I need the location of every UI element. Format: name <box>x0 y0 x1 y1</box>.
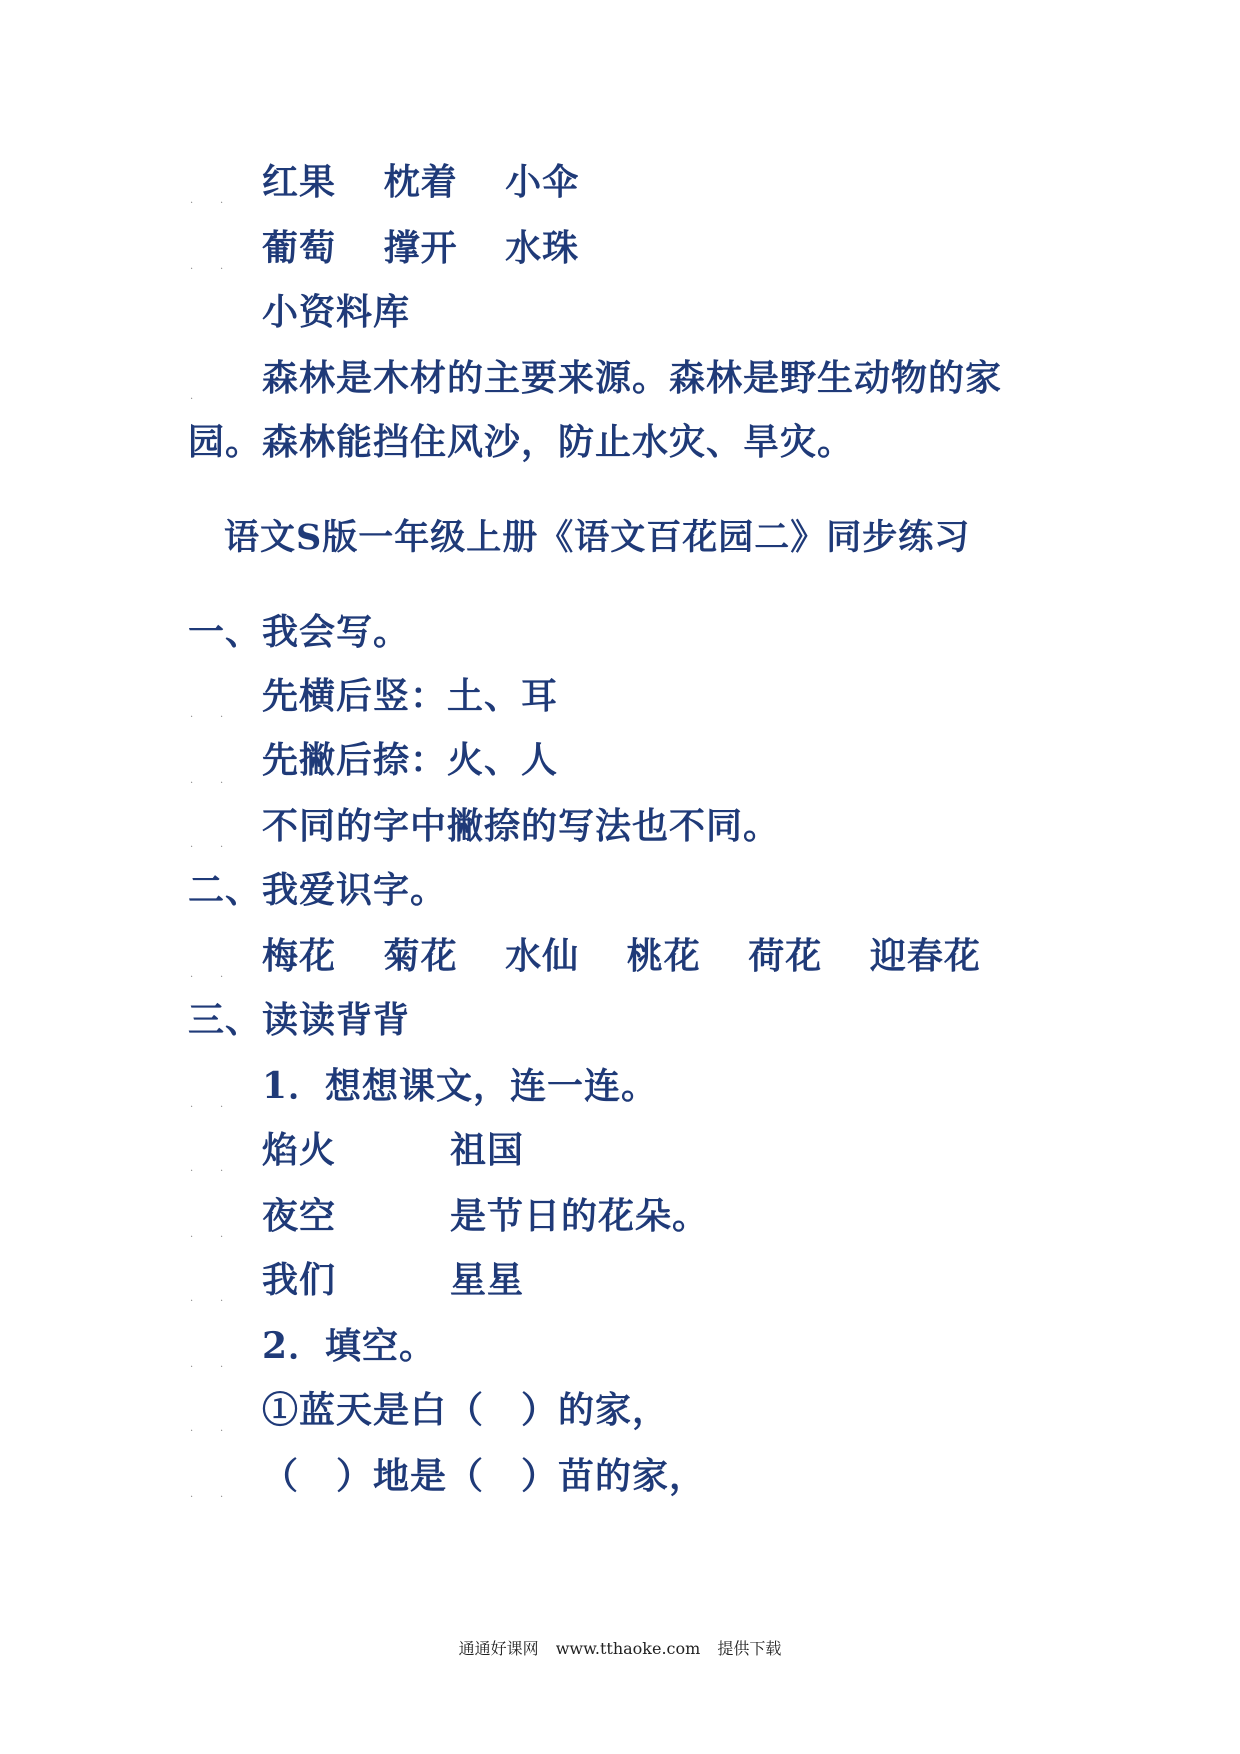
footer-site: 通通好课网 <box>458 1639 539 1658</box>
match-row-3 <box>262 1258 524 1302</box>
dot-marker: . <box>190 839 194 850</box>
dot-marker: . <box>220 261 224 272</box>
word: 水仙 <box>505 935 580 977</box>
stroke-rule-2: 先撇后捺：火、人 <box>262 739 559 781</box>
dot-marker: . <box>220 709 224 720</box>
dot-marker: . <box>190 1293 194 1304</box>
match-left: 夜空 <box>262 1195 337 1237</box>
word: 梅花 <box>262 935 337 977</box>
dot-marker: . <box>190 1489 194 1500</box>
word: 葡萄 <box>262 227 337 269</box>
dot-marker: . <box>190 1229 194 1240</box>
stroke-note: 不同的字中撇捺的写法也不同。 <box>262 805 781 847</box>
exercise-1-heading: 1．想想课文，连一连。 <box>262 1065 659 1107</box>
dot-marker: . <box>220 1489 224 1500</box>
word: 迎春花 <box>869 935 981 977</box>
dot-marker: . <box>220 1099 224 1110</box>
dot-marker: . <box>190 1099 194 1110</box>
flower-words-row <box>262 934 981 978</box>
section-heading-1: 一、我会写。 <box>188 611 411 653</box>
match-left: 焰火 <box>262 1129 337 1171</box>
word: 撑开 <box>383 227 458 269</box>
dot-marker: . <box>220 195 224 206</box>
word: 红果 <box>262 161 337 203</box>
word: 荷花 <box>748 935 823 977</box>
dot-marker: . <box>190 261 194 272</box>
word-row-1 <box>262 160 579 204</box>
match-row-1 <box>262 1128 524 1172</box>
dot-marker: . <box>220 839 224 850</box>
dot-marker: . <box>190 1163 194 1174</box>
dot-marker: . <box>220 1229 224 1240</box>
match-right: 是节日的花朵。 <box>450 1195 710 1237</box>
match-left: 我们 <box>262 1259 337 1301</box>
stroke-rule-1: 先横后竖：土、耳 <box>262 675 559 717</box>
word: 水珠 <box>505 227 580 269</box>
paragraph-line-1: 森林是木材的主要来源。森林是野生动物的家 <box>262 357 1003 399</box>
paragraph-line-2: 园。森林能挡住风沙，防止水灾、旱灾。 <box>188 421 855 463</box>
dot-marker: . <box>190 969 194 980</box>
dot-marker: . <box>190 391 194 402</box>
dot-marker: . <box>190 709 194 720</box>
match-right: 祖国 <box>450 1129 525 1171</box>
fill-blank-2: （ ）地是（ ）苗的家， <box>262 1455 707 1497</box>
page-title: 语文S版一年级上册《语文百花园二》同步练习 <box>224 517 971 558</box>
match-row-2 <box>262 1194 709 1238</box>
footer-note: 提供下载 <box>717 1639 782 1658</box>
dot-marker: . <box>190 775 194 786</box>
dot-marker: . <box>220 1359 224 1370</box>
page-footer <box>0 1636 1240 1659</box>
dot-marker: . <box>220 1293 224 1304</box>
dot-marker: . <box>190 1423 194 1434</box>
fill-blank-1: ①蓝天是白（ ）的家， <box>262 1389 670 1431</box>
dot-marker: . <box>220 1163 224 1174</box>
dot-marker: . <box>220 775 224 786</box>
dot-marker: . <box>220 969 224 980</box>
word-row-2 <box>262 226 579 270</box>
section-heading-3: 三、读读背背 <box>188 999 411 1041</box>
match-right: 星星 <box>450 1259 525 1301</box>
exercise-2-heading: 2．填空。 <box>262 1325 437 1367</box>
word: 小伞 <box>505 161 580 203</box>
word: 枕着 <box>383 161 458 203</box>
dot-marker: . <box>190 195 194 206</box>
section-heading-2: 二、我爱识字。 <box>188 869 448 911</box>
word: 菊花 <box>383 935 458 977</box>
dot-marker: . <box>220 1423 224 1434</box>
dot-marker: . <box>190 1359 194 1370</box>
word: 桃花 <box>626 935 701 977</box>
subheading-resource: 小资料库 <box>262 291 411 333</box>
footer-url[interactable]: www.tthaoke.com <box>555 1639 701 1658</box>
